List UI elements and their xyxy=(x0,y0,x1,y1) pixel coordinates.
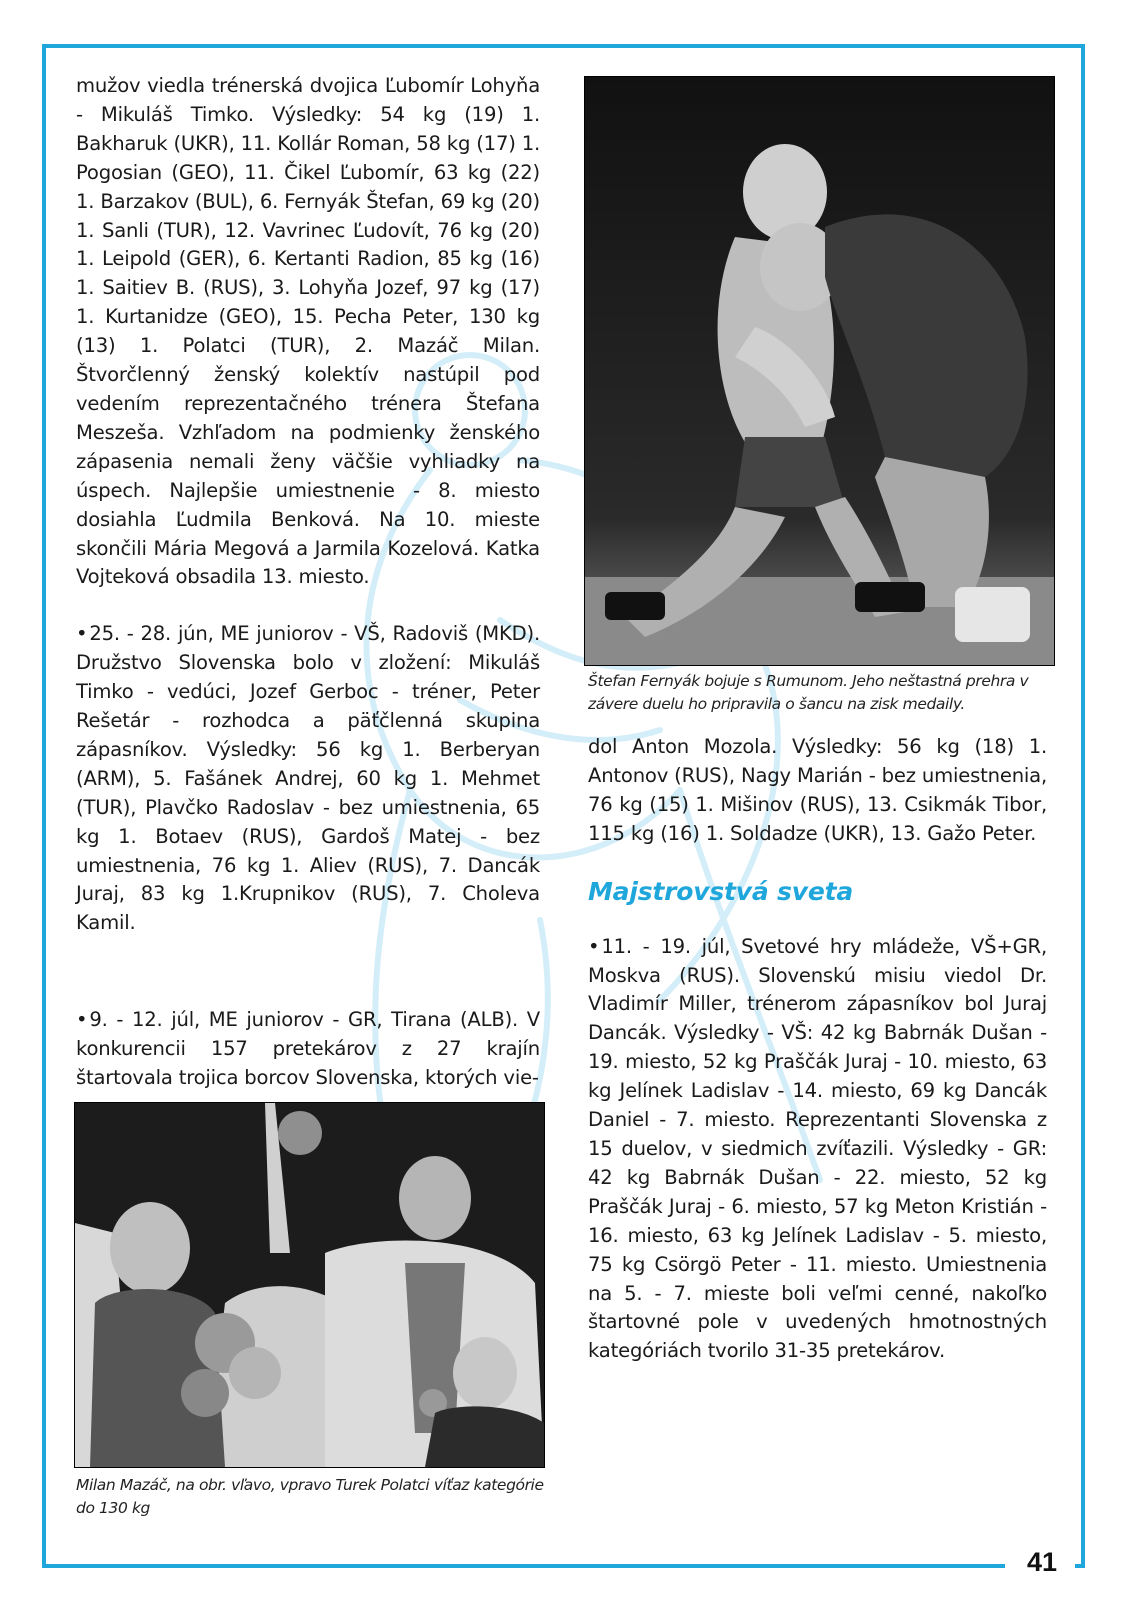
paragraph-men-results: mužov viedla trénerská dvojica Ľubomír Lohyňa - Mikuláš Timko. Výsledky: 54 kg (19) 1. Bakharuk (UKR), 11. Kollár Roman, 58 kg (17) 1. Pogosian (GEO), 11. Čikel Ľubomír, 63 kg (22) 1. Barzakov (BUL), 6. Fernyák Štefan, 69 kg (20) 1. Sanli (TUR), 12. Vavrinec Ľudovít, 76 kg (20) 1. Leipold (GER), 6. Kertanti Radion, 85 kg (16) 1. Saitiev B. (RUS), 3. Lohyňa Jozef, 97 kg (17) 1. Kurtanidze (GEO), 15. Pecha Peter, 130 kg (13) 1. Polatci (TUR), 2. Mazáč Milan. Štvorčlenný ženský kolektív nastúpil pod vedením reprezentačného trénera Štefana Meszeša. Vzhľadom na podmienky ženského zápasenia nemali ženy väčšie vyhliadky na úspech. Najlepšie umiestnenie - 8. miesto dosiahla Ľudmila Benková. Na 10. mieste skončili Mária Megová a Jarmila Kozelová. Katka Vojteková obsadila 13. miesto. xyxy=(76,74,540,589)
paragraph-youth-world-games: • 11. - 19. júl, Svetové hry mládeže, VŠ+GR, Moskva (RUS). Slovenskú misiu viedol Dr. Vladimír Miller, trénerom zápasníkov bol Juraj Dancák. Výsledky - VŠ: 42 kg Babrnák Dušan - 19. miesto, 52 kg Praščák Juraj - 10. miesto, 63 kg Jelínek Ladislav - 14. miesto, 69 kg Dancák Daniel - 7. miesto. Reprezentanti Slovenska z 15 duelov, v siedmich zvíťazili. Výsledky - GR: 42 kg Babrnák Dušan - 22. miesto, 52 kg Praščák Juraj - 6. miesto, 57 kg Meton Kristián - 16. miesto, 63 kg Jelínek Ladislav - 5. miesto, 75 kg Csörgö Peter - 11. miesto. Umiestnenia na 5. - 7. mieste boli veľmi cenné, nakoľko štartovné pole v uvedených hmotnostných kategóriách tvorilo 31-35 pretekárov. xyxy=(588,933,1047,1367)
section-heading-world-championships: Majstrovstvá sveta xyxy=(588,876,854,906)
photo-podium-illustration xyxy=(75,1103,544,1467)
caption-wrestlers: Štefan Fernyák bojuje s Rumunom. Jeho neštastná prehra v závere duelu ho pripravila o šancu na zisk medaily. xyxy=(588,672,1029,713)
page-number: 41 xyxy=(1026,1547,1058,1577)
photo-podium xyxy=(74,1102,545,1468)
right-column-text xyxy=(588,733,1047,1366)
caption-podium: Milan Mazáč, na obr. vľavo, vpravo Turek Polatci víťaz kategórie do 130 kg xyxy=(76,1476,544,1517)
left-column-text-continued xyxy=(76,1006,540,1093)
paragraph-juniors-radovis: • 25. - 28. jún, ME juniorov - VŠ, Radoviš (MKD). Družstvo Slovenska bolo v zložení: Mikuláš Timko - vedúci, Jozef Gerboc - tréner, Peter Rešetár - rozhodca a päťčlenná skupina zápasníkov. Výsledky: 56 kg 1. Berberyan (ARM), 5. Fašánek Andrej, 60 kg 1. Mehmet (TUR), Plavčko Radoslav - bez umiestnenia, 65 kg 1. Botaev (RUS), Gardoš Matej - bez umiestnenia, 76 kg 1. Aliev (RUS), 7. Dancák Juraj, 83 kg 1.Krupnikov (RUS), 7. Choleva Kamil. xyxy=(76,620,540,938)
photo-wrestlers-illustration xyxy=(585,77,1054,665)
photo-wrestlers xyxy=(584,76,1055,666)
paragraph-juniors-tirana: • 9. - 12. júl, ME juniorov - GR, Tirana (ALB). V konkurencii 157 pretekárov z 27 krajín štartovala trojica borcov Slovenska, ktorých vie- xyxy=(76,1006,540,1093)
left-column-text xyxy=(76,72,540,938)
paragraph-juniors-tirana-continued: dol Anton Mozola. Výsledky: 56 kg (18) 1. Antonov (RUS), Nagy Marián - bez umiestnenia, 76 kg (15) 1. Mišinov (RUS), 13. Csikmák Tibor, 115 kg (16) 1. Soldadze (UKR), 13. Gažo Peter. xyxy=(588,735,1047,845)
